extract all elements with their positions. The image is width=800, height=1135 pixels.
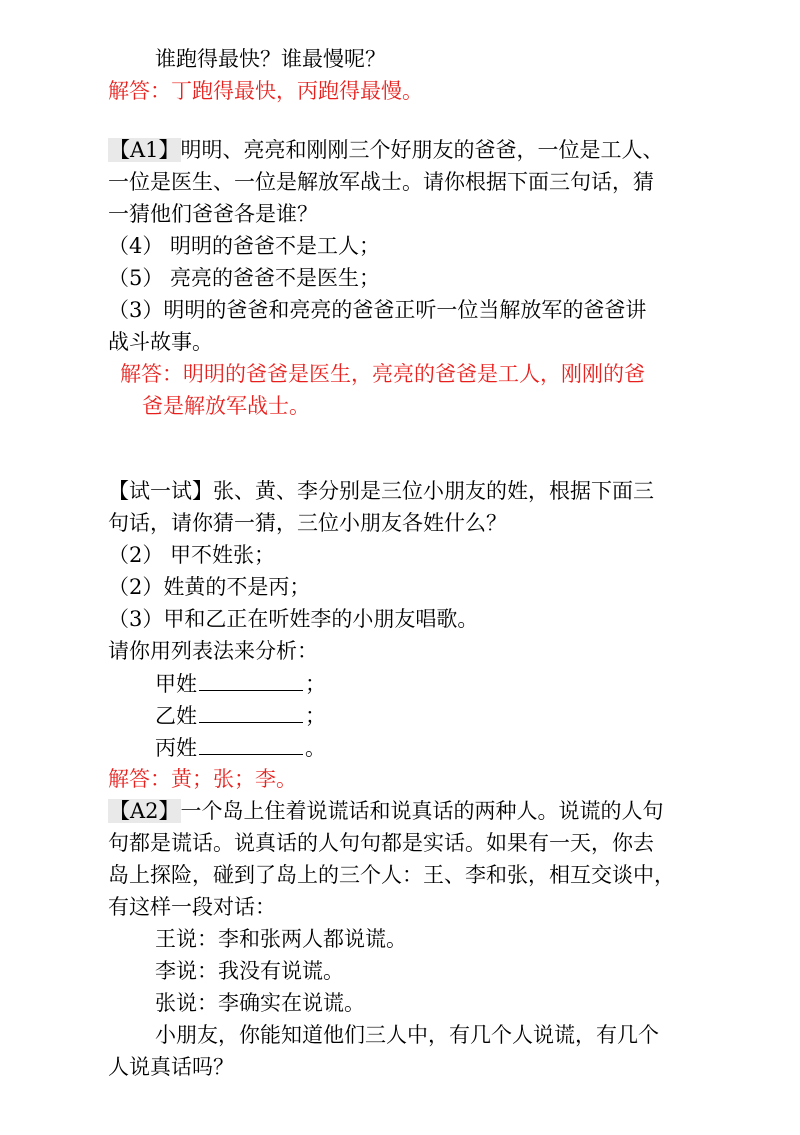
fill2-end: ； <box>305 704 326 728</box>
a1-clue3-cont: 战斗故事。 <box>108 330 213 354</box>
fill1-label: 甲姓 <box>155 672 197 696</box>
fill2-label: 乙姓 <box>155 704 197 728</box>
try-clue3: （3）甲和乙正在听姓李的小朋友唱歌。 <box>108 607 479 631</box>
a2-tag: 【A2】 <box>109 799 180 823</box>
try-instruction: 请你用列表法来分析： <box>108 639 318 663</box>
fill-row-jia <box>155 668 326 699</box>
a1-answer-line2: 爸是解放军战士。 <box>142 394 310 418</box>
fill3-label: 丙姓 <box>155 736 197 760</box>
fill1-blank[interactable] <box>199 668 303 691</box>
a1-line2: 一位是医生、一位是解放军战士。请你根据下面三句话，猜 <box>108 170 654 194</box>
fill3-end: 。 <box>305 736 326 760</box>
a1-tag: 【A1】 <box>109 138 180 162</box>
a1-clue3: （3）明明的爸爸和亮亮的爸爸正听一位当解放军的爸爸讲 <box>108 298 647 322</box>
fill2-blank[interactable] <box>199 700 303 723</box>
try-line2: 句话，请你猜一猜，三位小朋友各姓什么？ <box>108 511 507 535</box>
a1-clue2: （5） 亮亮的爸爸不是医生； <box>108 266 381 290</box>
a1-clue1: （4） 明明的爸爸不是工人； <box>108 234 381 258</box>
fill3-blank[interactable] <box>199 732 303 755</box>
a2-question2: 人说真话吗？ <box>108 1055 234 1079</box>
a1-answer-line1: 解答：明明的爸爸是医生，亮亮的爸爸是工人，刚刚的爸 <box>120 362 645 386</box>
a2-line3: 岛上探险，碰到了岛上的三个人：王、李和张，相互交谈中， <box>108 863 675 887</box>
a2-line2: 句都是谎话。说真话的人句句都是实话。如果有一天，你去 <box>108 831 654 855</box>
a1-line1-text: 明明、亮亮和刚刚三个好朋友的爸爸，一位是工人、 <box>180 138 664 162</box>
fill-row-bing <box>155 732 326 763</box>
a2-li: 李说：我没有说谎。 <box>155 959 344 983</box>
a2-line4: 有这样一段对话： <box>108 895 276 919</box>
try-answer: 解答：黄；张；李。 <box>108 767 297 791</box>
try-line1: 【试一试】张、黄、李分别是三位小朋友的姓，根据下面三 <box>108 479 654 503</box>
a2-question1: 小朋友，你能知道他们三人中，有几个人说谎，有几个 <box>155 1023 659 1047</box>
a2-line1-text: 一个岛上住着说谎话和说真话的两种人。说谎的人句 <box>180 799 664 823</box>
try-clue1: （2） 甲不姓张； <box>108 543 276 567</box>
a1-line1 <box>108 135 664 165</box>
intro-question: 谁跑得最快？谁最慢呢？ <box>155 47 386 71</box>
fill1-end: ； <box>305 672 326 696</box>
a2-zhang: 张说：李确实在说谎。 <box>155 991 365 1015</box>
a2-line1 <box>108 796 664 826</box>
intro-answer: 解答：丁跑得最快，丙跑得最慢。 <box>108 79 423 103</box>
try-clue2: （2）姓黄的不是丙； <box>108 575 311 599</box>
fill-row-yi <box>155 700 326 731</box>
a1-line3: 一猜他们爸爸各是谁？ <box>108 202 318 226</box>
a2-wang: 王说：李和张两人都说谎。 <box>155 927 407 951</box>
